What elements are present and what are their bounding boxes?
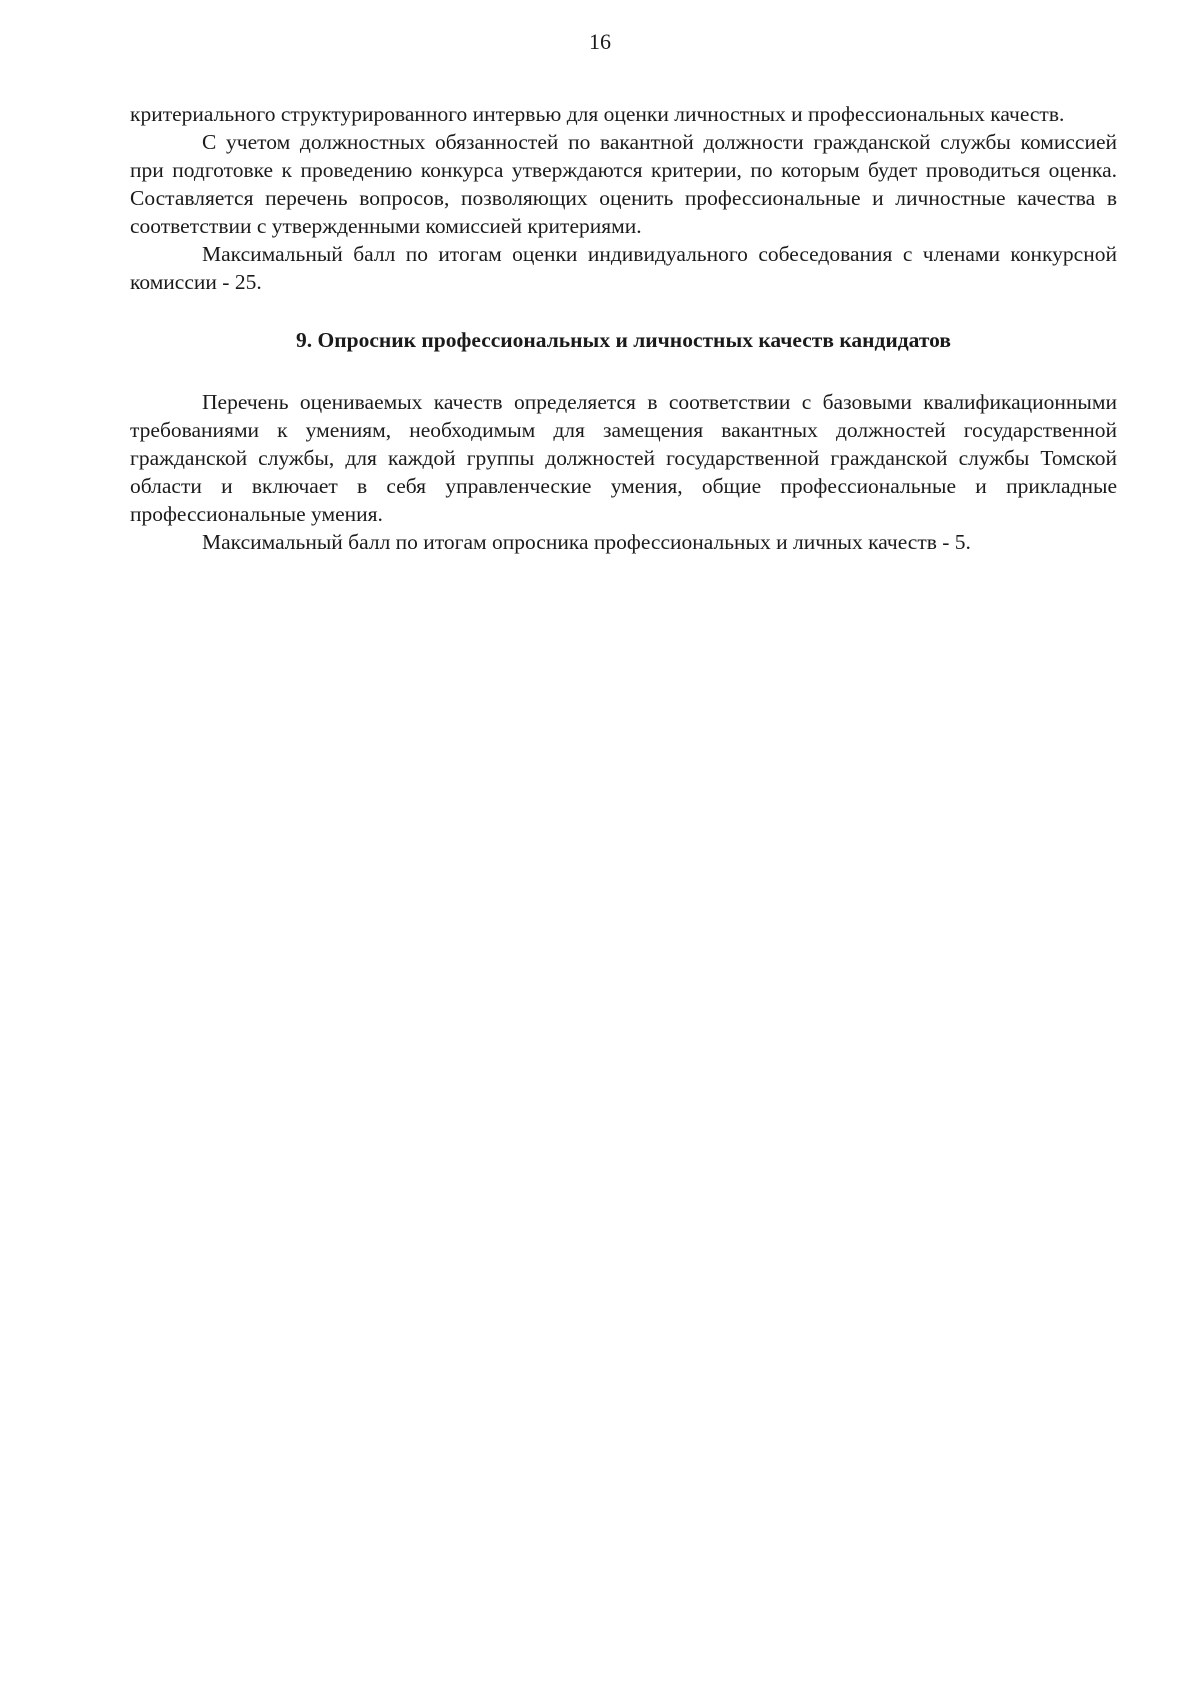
paragraph-interview-max-score: Максимальный балл по итогам оценки индивидуального собеседования с членами конкурсной комиссии - 25. <box>130 242 1117 294</box>
section-heading: 9. Опросник профессиональных и личностных качеств кандидатов <box>296 328 951 352</box>
document-body <box>130 100 1117 556</box>
paragraph-interview-continuation: критериального структурированного интервью для оценки личностных и профессиональных качеств. <box>130 102 1065 126</box>
page-number: 16 <box>589 29 611 54</box>
paragraph-qualities-list: Перечень оцениваемых качеств определяется в соответствии с базовыми квалификационными требованиями к умениям, необходимым для замещения вакантных должностей государственной гражданской службы, для каждой группы должностей государственной гражданской службы Томской области и включает в себя управленческие умения, общие профессиональные и прикладные профессиональные умения. <box>130 390 1117 526</box>
paragraph-questionnaire-max-score: Максимальный балл по итогам опросника профессиональных и личных качеств - 5. <box>202 530 971 554</box>
paragraph-criteria: С учетом должностных обязанностей по вакантной должности гражданской службы комиссией при подготовке к проведению конкурса утверждаются критерии, по которым будет проводиться оценка. Составляется перечень вопросов, позволяющих оценить профессиональные и личностные качества в соответствии с утвержденными комиссией критериями. <box>130 130 1117 238</box>
